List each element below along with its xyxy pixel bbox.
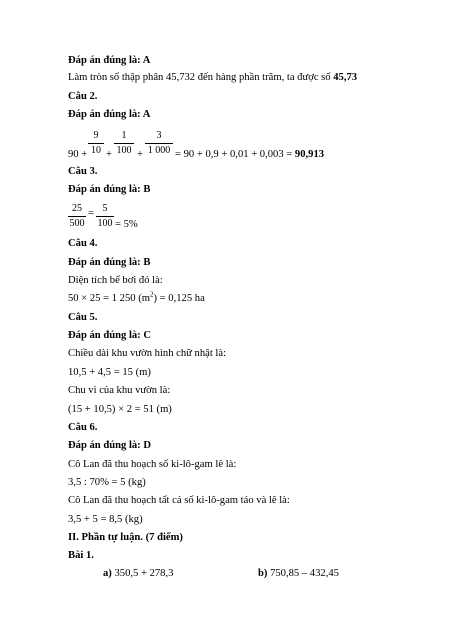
bai-1-b xyxy=(258,567,339,581)
q4-answer: Đáp án đúng là: B xyxy=(68,257,151,268)
q4-heading: Câu 4. xyxy=(68,238,98,249)
q2-f1-num: 9 xyxy=(93,130,99,141)
q2-fraction-2 xyxy=(114,130,134,157)
bai-1-b-label: b) xyxy=(258,568,268,579)
q2-plus-2: + xyxy=(137,149,143,160)
fraction-bar xyxy=(114,143,134,144)
q2-f3-num: 3 xyxy=(156,130,162,141)
q2-plus-1: + xyxy=(106,149,112,160)
q6-answer: Đáp án đúng là: D xyxy=(68,440,152,451)
q2-fraction-1 xyxy=(88,130,104,157)
q2-f2-num: 1 xyxy=(121,130,127,141)
q3-fraction-2 xyxy=(96,203,114,230)
bai-1-a-expression: 350,5 + 278,3 xyxy=(111,568,174,579)
q6-line-1: Cô Lan đã thu hoạch số ki-lô-gam lê là: xyxy=(68,459,237,470)
q1-text-result: 45,73 xyxy=(333,72,358,83)
part2-heading: II. Phần tự luận. (7 điểm) xyxy=(68,532,183,543)
q3-tail: = 5% xyxy=(115,219,138,230)
q1-answer: Đáp án đúng là: A xyxy=(68,55,151,66)
bai-1-a-label: a) xyxy=(103,568,112,579)
q4-line-2-prefix: 50 × 25 = 1 250 (m xyxy=(68,293,150,304)
q2-f1-den: 10 xyxy=(91,145,101,156)
q2-f2-den: 100 xyxy=(116,145,132,156)
q6-line-3: Cô Lan đã thu hoạch tất cả số ki-lô-gam táo và lê là: xyxy=(68,495,290,506)
q3-f2-den: 100 xyxy=(97,218,113,229)
q5-line-4: (15 + 10,5) × 2 = 51 (m) xyxy=(68,404,172,415)
bai-1-b-expression: 750,85 – 432,45 xyxy=(267,568,339,579)
q2-answer: Đáp án đúng là: A xyxy=(68,109,151,120)
q4-line-2-suffix: ) = 0,125 ha xyxy=(153,293,205,304)
q5-heading: Câu 5. xyxy=(68,312,98,323)
q4-line-1: Diện tích bể bơi đó là: xyxy=(68,275,163,286)
q3-heading: Câu 3. xyxy=(68,166,98,177)
q2-result-prefix: = 90 + 0,9 + 0,01 + 0,003 = xyxy=(175,149,295,160)
q5-answer: Đáp án đúng là: C xyxy=(68,330,152,341)
fraction-bar xyxy=(96,216,114,217)
q3-answer: Đáp án đúng là: B xyxy=(68,184,151,195)
q3-f2-num: 5 xyxy=(102,203,108,214)
q5-line-1: Chiều dài khu vườn hình chữ nhật là: xyxy=(68,348,227,359)
q5-line-3: Chu vi của khu vườn là: xyxy=(68,385,171,396)
q3-f1-den: 500 xyxy=(69,218,85,229)
bai-1-heading: Bài 1. xyxy=(68,550,94,561)
q3-f1-num: 25 xyxy=(72,203,82,214)
q3-eq: = xyxy=(88,208,94,219)
q4-line-2-superscript: 2 xyxy=(149,290,154,299)
fraction-bar xyxy=(145,143,173,144)
q1-text xyxy=(68,71,357,85)
q2-f3-den: 1 000 xyxy=(147,145,171,156)
fraction-bar xyxy=(88,143,104,144)
q2-heading: Câu 2. xyxy=(68,91,98,102)
q5-line-2: 10,5 + 4,5 = 15 (m) xyxy=(68,367,151,378)
q3-fraction-1 xyxy=(68,203,86,230)
bai-1-a xyxy=(103,567,173,581)
q6-line-4: 3,5 + 5 = 8,5 (kg) xyxy=(68,514,143,525)
q6-line-2: 3,5 : 70% = 5 (kg) xyxy=(68,477,146,488)
q2-fraction-3 xyxy=(145,130,173,157)
q6-heading: Câu 6. xyxy=(68,422,98,433)
q2-result xyxy=(175,149,324,160)
q1-text-prefix: Làm tròn số thập phân 45,732 đến hàng phần trăm, ta được số xyxy=(68,72,334,83)
q2-lead: 90 + xyxy=(68,149,88,160)
q4-line-2 xyxy=(68,292,205,306)
q2-result-value: 90,913 xyxy=(294,149,325,160)
fraction-bar xyxy=(68,216,86,217)
